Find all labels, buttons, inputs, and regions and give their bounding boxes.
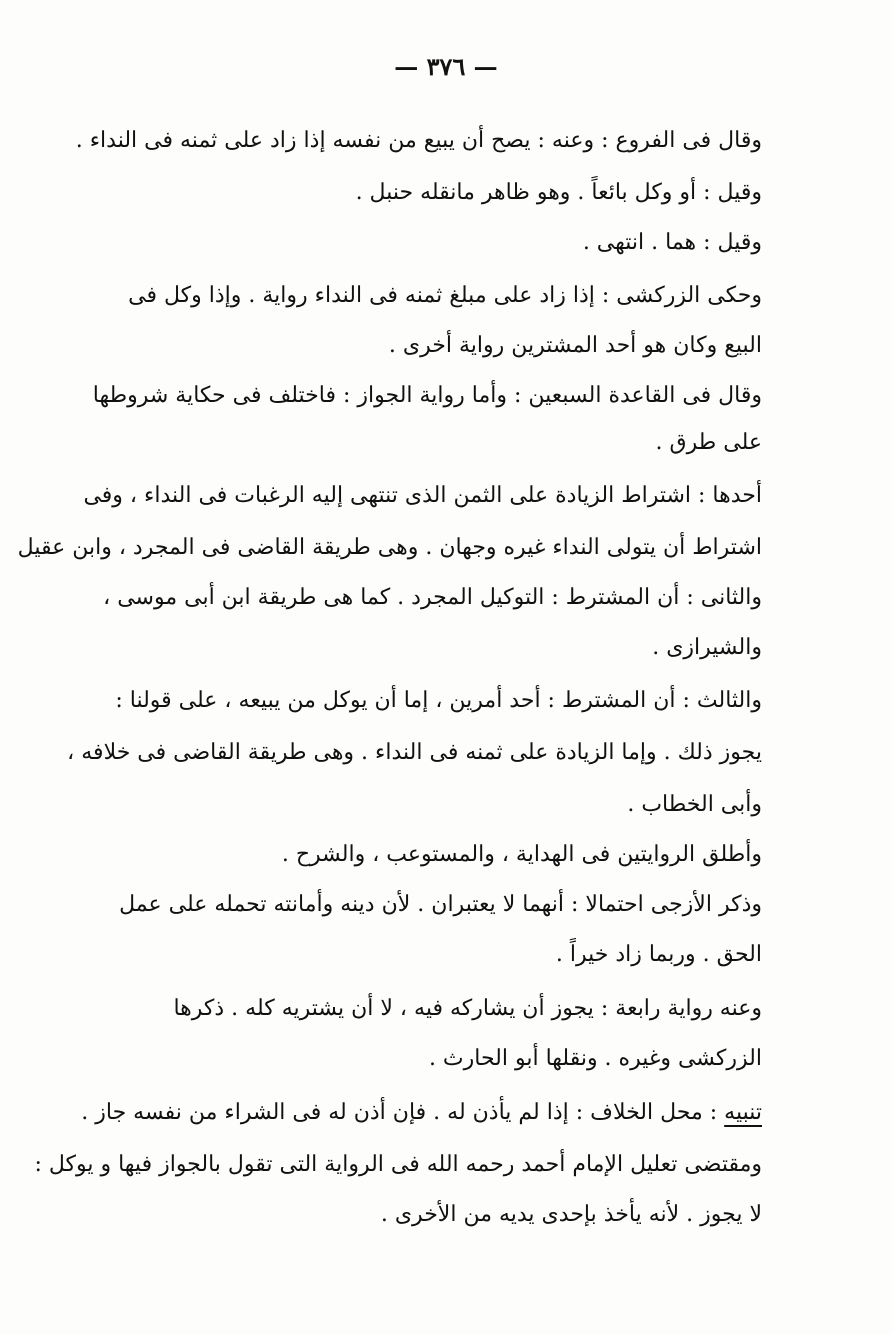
line-text: والثانى : أن المشترط : التوكيل المجرد . كما هى طريقة ابن أبى موسى ،: [103, 585, 762, 610]
text-line: [119, 892, 762, 917]
text-line: [556, 942, 762, 967]
text-line: [93, 383, 762, 408]
line-text: والشيرازى .: [652, 635, 762, 660]
page-number: — ٣٧٦ —: [394, 52, 498, 81]
line-text: وعنه رواية رابعة : يجوز أن يشاركه فيه ، لا أن يشتريه كله . ذكرها: [173, 996, 762, 1021]
line-text: أحدها : اشتراط الزيادة على الثمن الذى تنتهى إليه الرغبات فى النداء ، وفى: [83, 483, 762, 508]
text-line: [173, 996, 762, 1021]
note-heading: تنبيه: [724, 1100, 762, 1125]
text-line: [76, 128, 762, 153]
line-text: والثالث : أن المشترط : أحد أمرين ، إما أن يوكل من يبيعه ، على قولنا :: [115, 688, 762, 713]
text-line: [656, 430, 762, 455]
line-text: وقيل : أو وكل بائعاً . وهو ظاهر مانقله حنبل .: [355, 180, 762, 205]
line-text: وقال فى الفروع : وعنه : يصح أن يبيع من نفسه إذا زاد على ثمنه فى النداء .: [75, 128, 762, 153]
line-text: على طرق .: [655, 430, 762, 455]
text-line: [83, 483, 762, 508]
text-line: [429, 1046, 762, 1071]
text-line: [128, 283, 762, 308]
text-line: [282, 842, 762, 867]
line-text: وأبى الخطاب .: [627, 792, 762, 817]
text-line: [103, 585, 762, 610]
text-line: [115, 688, 762, 713]
line-text: البيع وكان هو أحد المشترين رواية أخرى .: [388, 333, 762, 358]
text-line: [81, 1100, 762, 1125]
line-text: وذكر الأزجى احتمالا : أنهما لا يعتبران . لأن دينه وأمانته تحمله على عمل: [119, 892, 762, 917]
line-text: الحق . وربما زاد خيراً .: [555, 942, 762, 967]
line-text: وأطلق الروايتين فى الهداية ، والمستوعب ، والشرح .: [281, 842, 762, 867]
line-text: ومقتضى تعليل الإمام أحمد رحمه الله فى الرواية التى تقول بالجواز فيها و يوكل :: [34, 1152, 762, 1177]
text-line: [18, 535, 762, 560]
text-line: [583, 230, 762, 255]
text-line: [356, 180, 762, 205]
text-line: [67, 740, 762, 765]
text-line: [34, 1152, 762, 1177]
text-line: [652, 635, 762, 660]
line-text: : محل الخلاف : إذا لم يأذن له . فإن أذن له فى الشراء من نفسه جاز .: [81, 1100, 725, 1125]
text-line: [389, 333, 762, 358]
line-text: اشتراط أن يتولى النداء غيره وجهان . وهى طريقة القاضى فى المجرد ، وابن عقيل: [17, 535, 762, 560]
text-line: [381, 1202, 762, 1227]
text-line: [627, 792, 762, 817]
line-text: لا يجوز . لأنه يأخذ بإحدى يديه من الأخرى .: [380, 1202, 762, 1227]
line-text: وقال فى القاعدة السبعين : وأما رواية الجواز : فاختلف فى حكاية شروطها: [92, 383, 762, 408]
line-text: يجوز ذلك . وإما الزيادة على ثمنه فى النداء . وهى طريقة القاضى فى خلافه ،: [67, 740, 762, 765]
line-text: وحكى الزركشى : إذا زاد على مبلغ ثمنه فى النداء رواية . وإذا وكل فى: [128, 283, 762, 308]
line-text: وقيل : هما . انتهى .: [582, 230, 762, 255]
line-text: الزركشى وغيره . ونقلها أبو الحارث .: [428, 1046, 762, 1071]
